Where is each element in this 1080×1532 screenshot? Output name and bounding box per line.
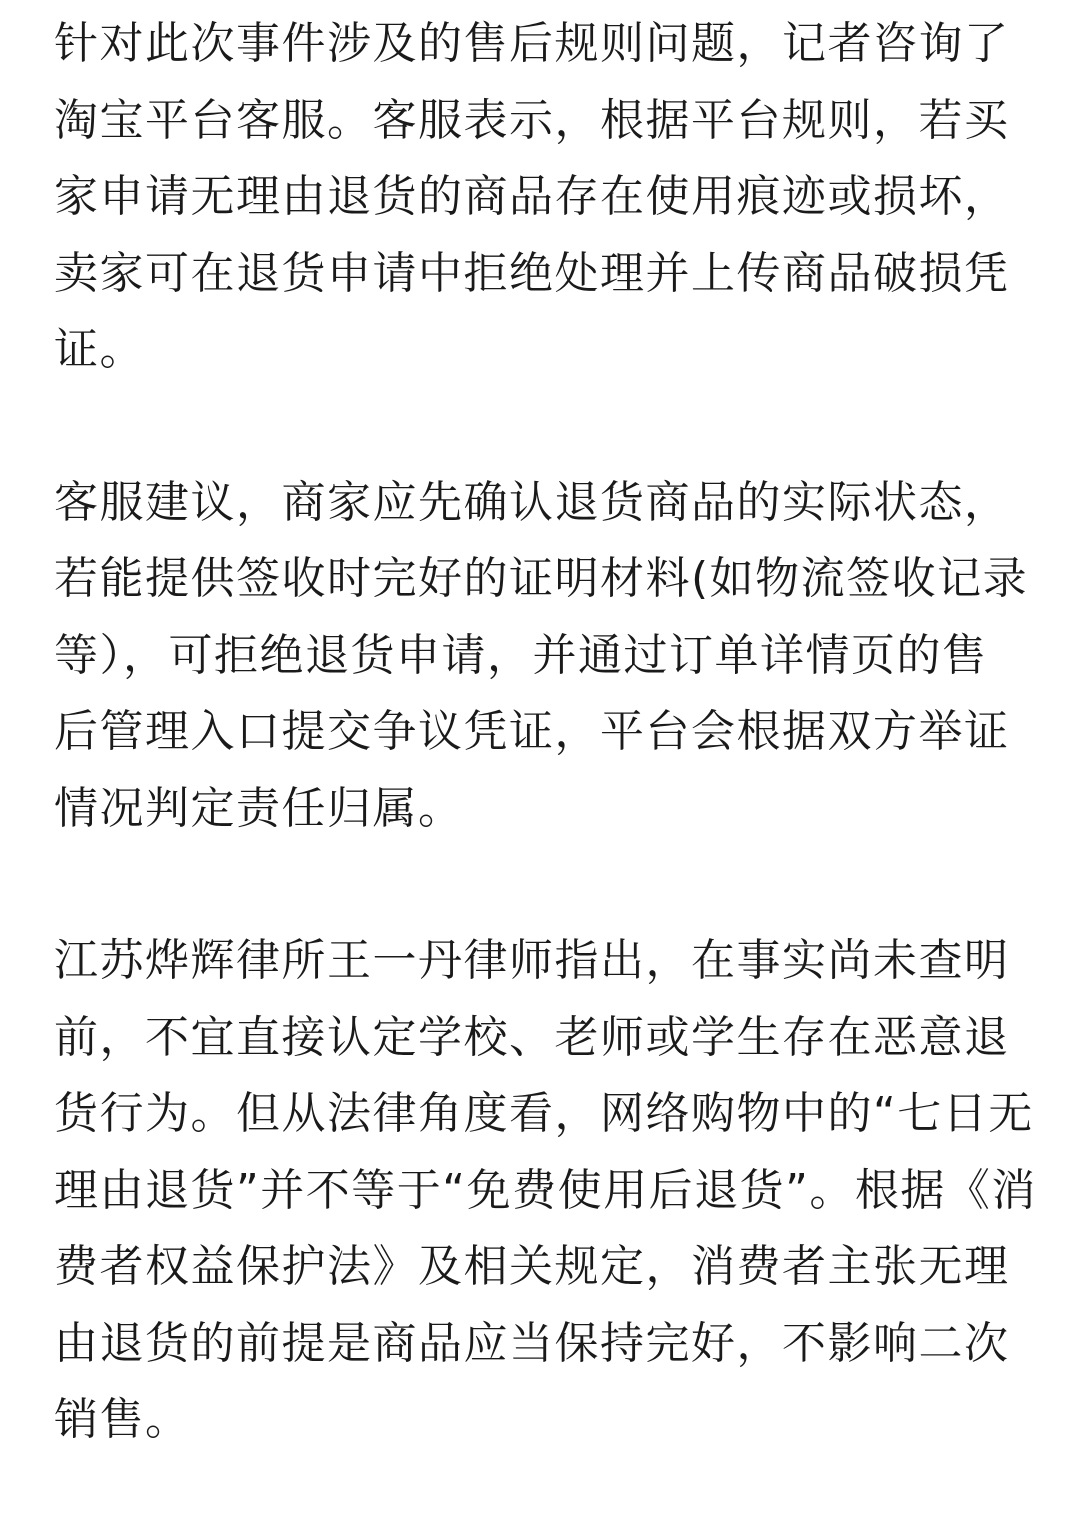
text-line: 后管理入口提交争议凭证，平台会根据双方举证 — [54, 706, 1010, 757]
text-line: 客服建议，商家应先确认退货商品的实际状态， — [54, 476, 1010, 528]
text-line: 证。 — [54, 324, 145, 375]
text-line: 由退货的前提是商品应当保持完好，不影响二次 — [54, 1317, 1010, 1369]
text-line: 费者权益保护法》及相关规定，消费者主张无理 — [54, 1241, 1010, 1292]
paragraph-service-advice — [54, 465, 1034, 848]
text-line: 若能提供签收时完好的证明材料(如物流签收记录 — [54, 553, 1029, 604]
text-line: 等），可拒绝退货申请，并通过订单详情页的售 — [54, 629, 988, 681]
text-line: 卖家可在退货申请中拒绝处理并上传商品破损凭 — [54, 247, 1010, 299]
text-line: 针对此次事件涉及的售后规则问题，记者咨询了 — [54, 18, 1010, 69]
text-line: 江苏烨辉律所王一丹律师指出，在事实尚未查明 — [54, 935, 1010, 986]
text-line: 理由退货”并不等于“免费使用后退货”。根据《消 — [54, 1164, 1037, 1216]
text-line: 货行为。但从法律角度看，网络购物中的“七日无 — [54, 1088, 1034, 1139]
paragraph-taobao-rules — [54, 6, 1034, 389]
text-line: 家申请无理由退货的商品存在使用痕迹或损坏， — [54, 171, 1010, 222]
text-line: 前，不宜直接认定学校、老师或学生存在恶意退 — [54, 1011, 1010, 1063]
text-line: 销售。 — [54, 1394, 191, 1445]
paragraph-lawyer-opinion — [54, 923, 1037, 1459]
text-line: 淘宝平台客服。客服表示，根据平台规则，若买 — [54, 94, 1010, 146]
text-line: 情况判定责任归属。 — [54, 782, 464, 834]
article-body — [54, 6, 1037, 1459]
